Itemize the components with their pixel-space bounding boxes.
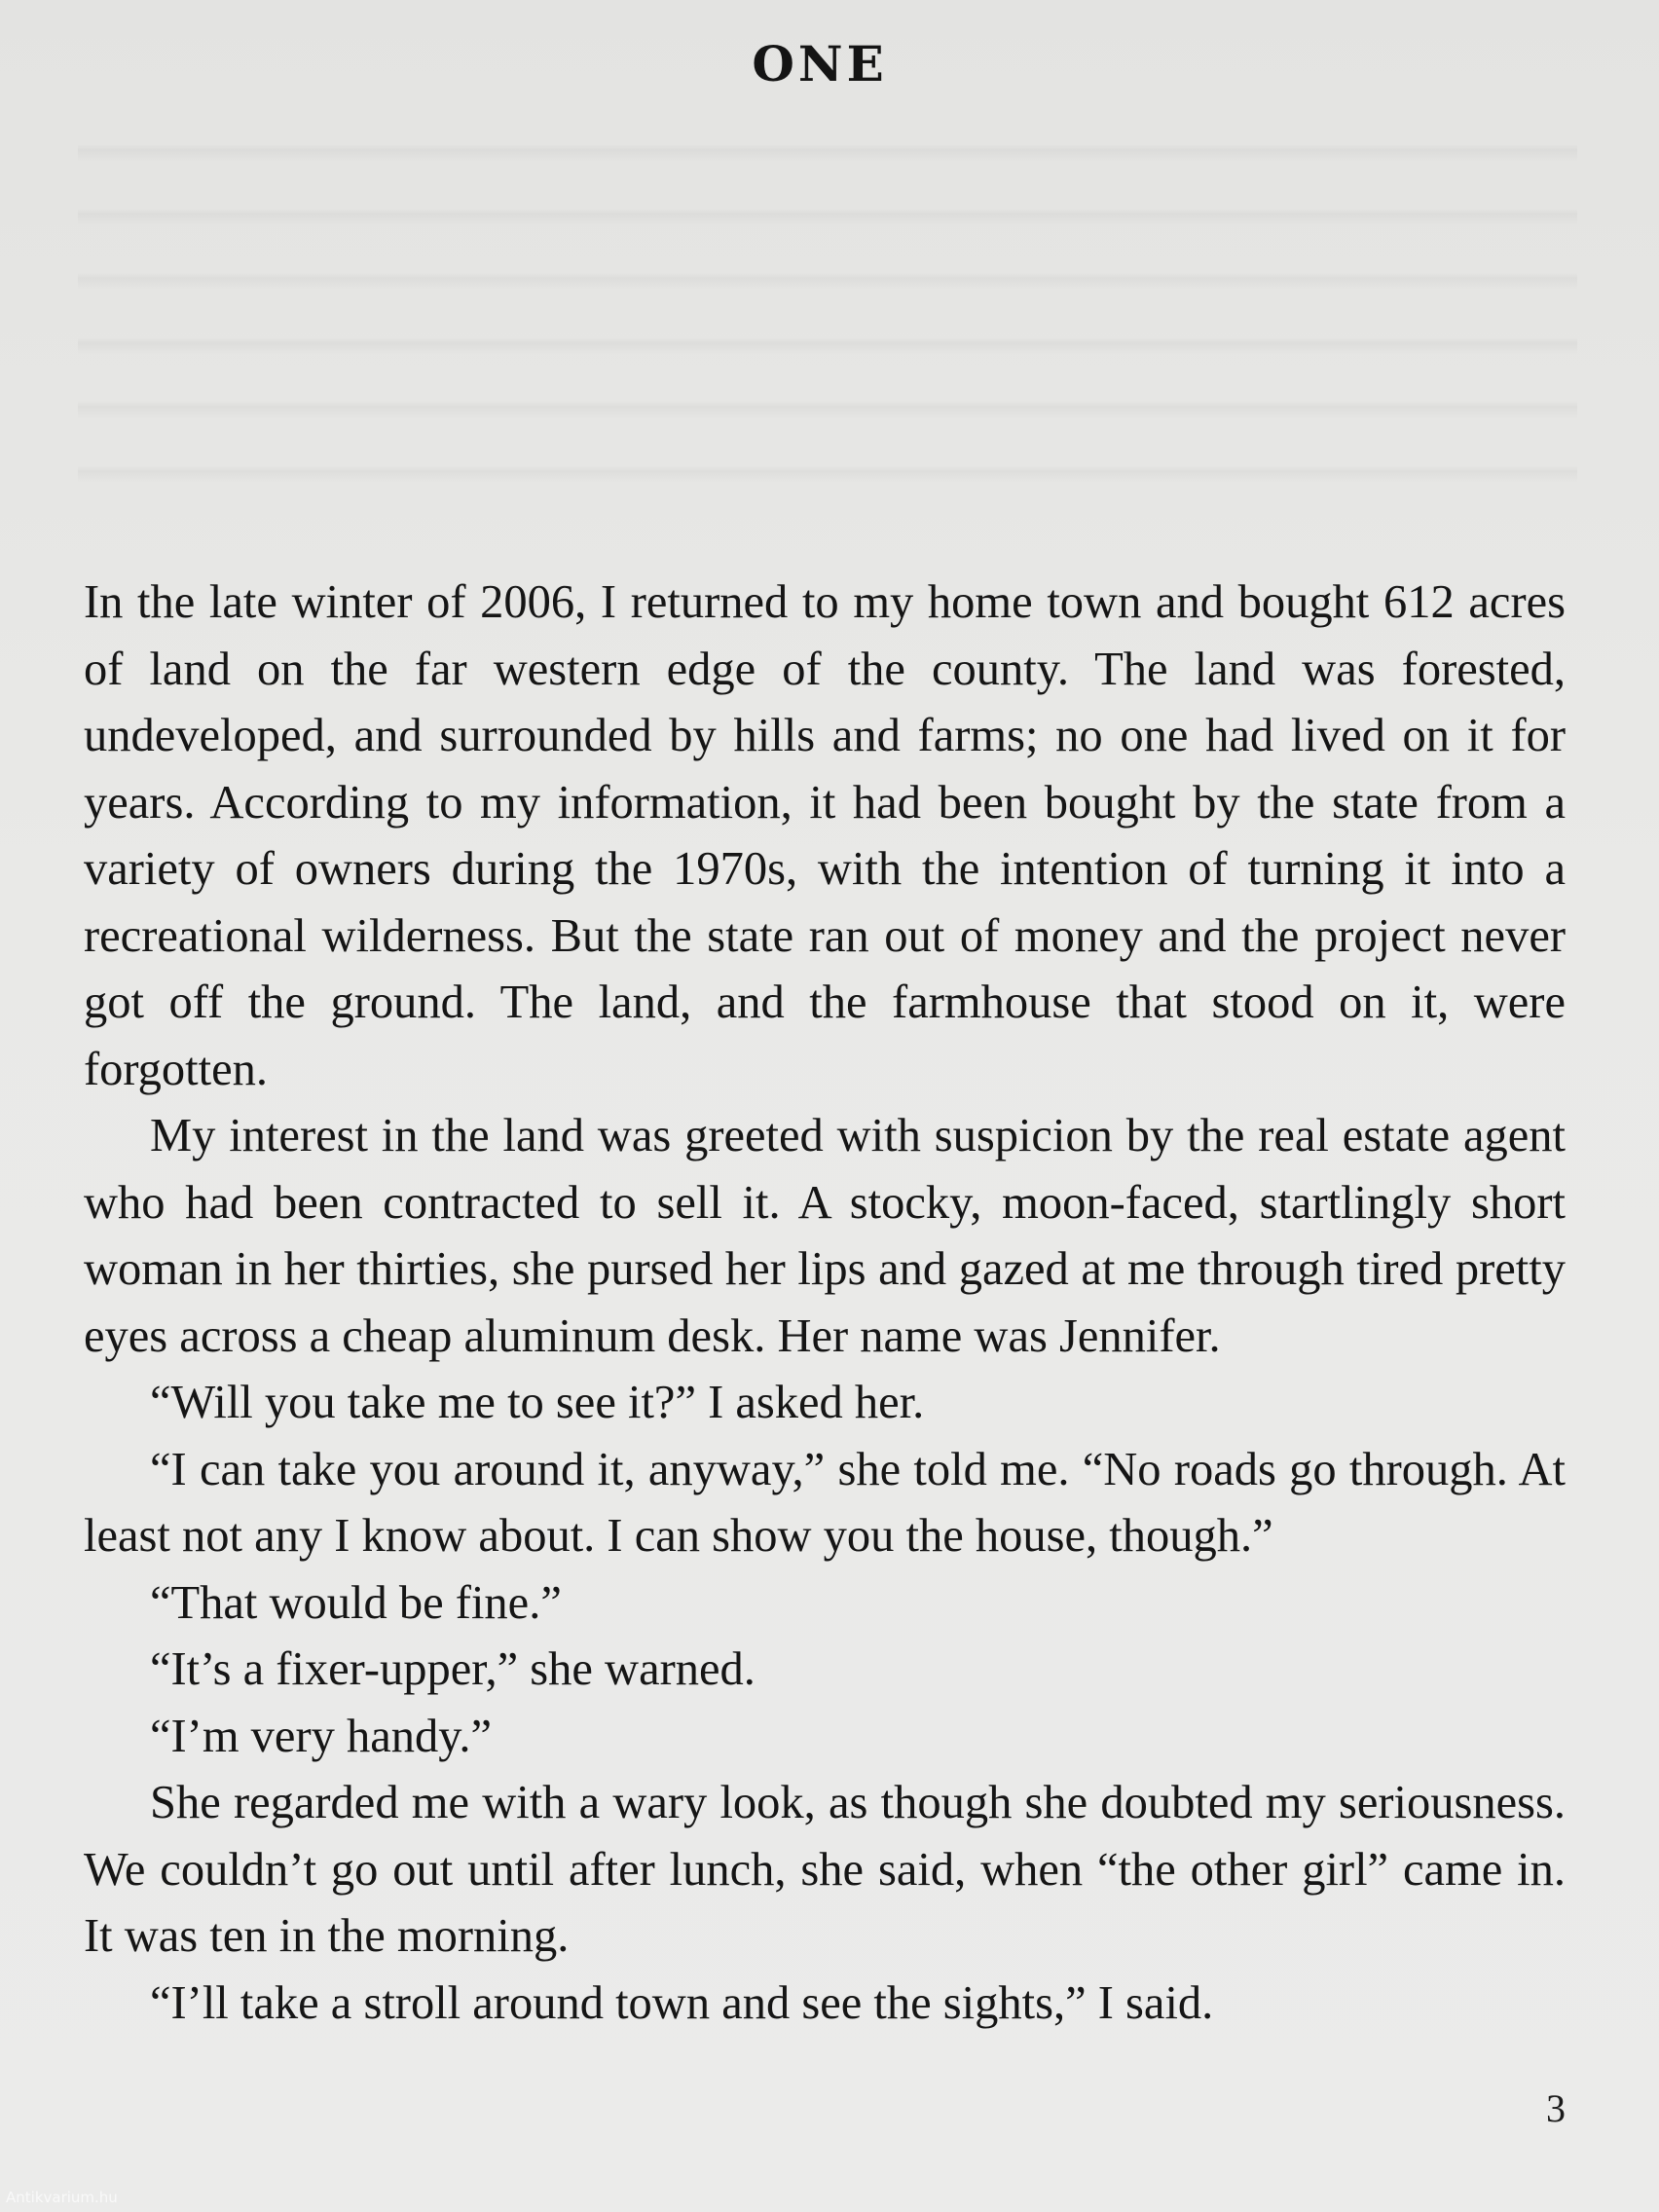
paragraph-8: She regarded me with a wary look, as though she doubted my seriousness. We couldn’t go out until after lunch, she said, when “the other girl” came in. It was ten in the morning. (84, 1777, 1566, 1962)
page-number: 3 (1546, 2086, 1566, 2130)
paragraph-6: “It’s a fixer-upper,” she warned. (150, 1643, 756, 1695)
paragraph-1: In the late winter of 2006, I returned to my home town and bought 612 acres of land on the far western edge of the county. The land was forested, undeveloped, and surrounded by hills and farms; no one had lived on it for years. According to my information, it had been bought by the state from a variety of owners during the 1970s, with the intention of turning it into a recreational wilderness. But the state ran out of money and the project never got off the ground. The land, and the farmhouse that stood on it, were forgotten. (84, 576, 1566, 1095)
paragraph-4: “I can take you around it, anyway,” she told me. “No roads go through. At least not any I know about. I can show you the house, though.” (84, 1443, 1566, 1562)
paragraph-9: “I’ll take a stroll around town and see the sights,” I said. (150, 1976, 1214, 2029)
paragraph-3: “Will you take me to see it?” I asked her. (150, 1377, 925, 1428)
body-text (84, 570, 1566, 2037)
watermark: Antikvarium.hu (6, 2189, 118, 2206)
paragraph-5: “That would be fine.” (150, 1576, 562, 1629)
bleed-through-texture (78, 97, 1577, 487)
paragraph-7: “I’m very handy.” (150, 1710, 493, 1762)
chapter-title: ONE (752, 35, 888, 92)
paragraph-2: My interest in the land was greeted with suspicion by the real estate agent who had been contracted to sell it. A stocky, moon-faced, startlingly short woman in her thirties, she pursed her lips and gazed at me through tired pretty eyes across a cheap aluminum desk. Her name was Jennifer. (84, 1110, 1566, 1362)
